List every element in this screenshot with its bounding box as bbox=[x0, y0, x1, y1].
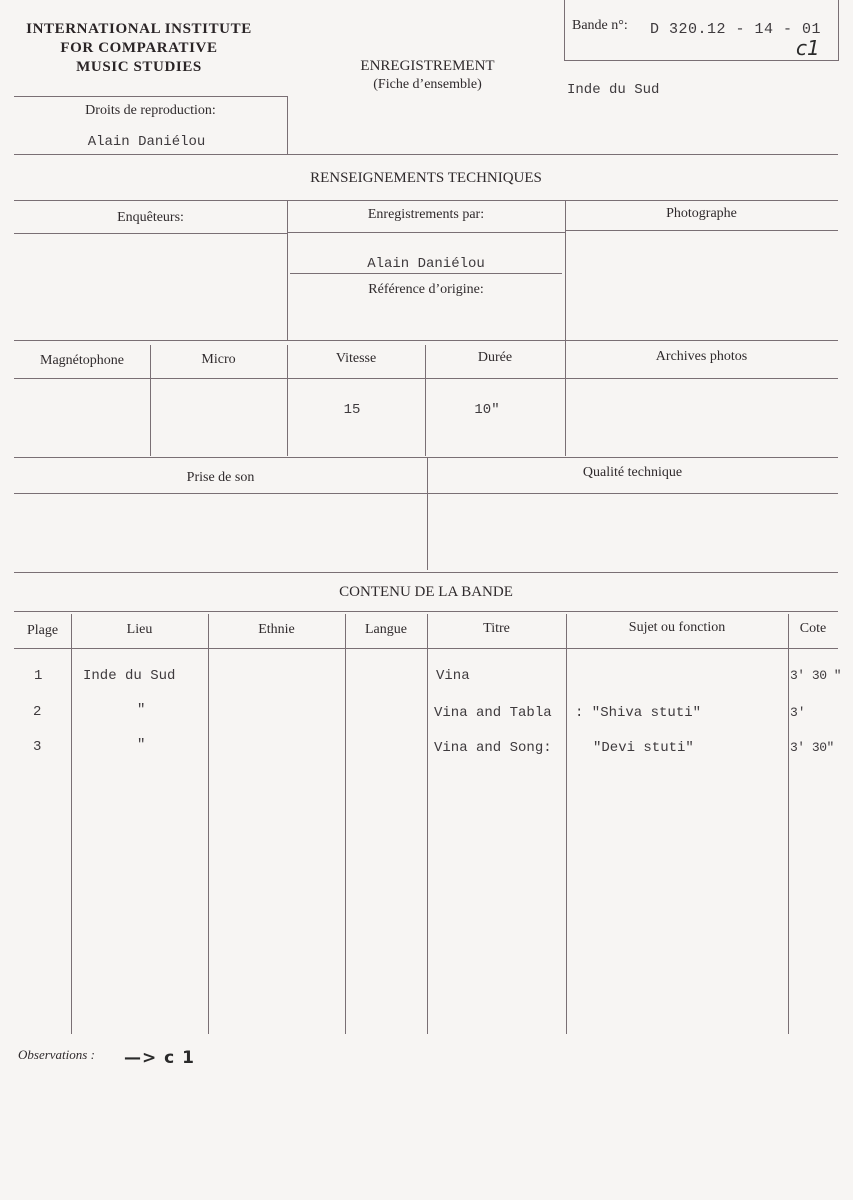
table-row-1-lieu: Inde du Sud bbox=[83, 668, 176, 684]
institute-line-1: INTERNATIONAL INSTITUTE bbox=[26, 21, 252, 37]
table-divider-5 bbox=[566, 614, 567, 1034]
observations-label: Observations : bbox=[18, 1047, 95, 1062]
reference-line bbox=[290, 273, 562, 274]
table-row-2-plage: 2 bbox=[33, 704, 42, 720]
bande-box-left bbox=[564, 0, 565, 60]
tech-row1-subline-mid bbox=[287, 232, 565, 233]
table-header-bottom bbox=[14, 648, 838, 649]
droits-box-right bbox=[287, 96, 288, 154]
form-subtitle: (Fiche d’ensemble) bbox=[373, 77, 482, 92]
bande-label: Bande n°: bbox=[572, 18, 628, 33]
tech-row2-subline bbox=[14, 378, 838, 379]
tech-row1-subline-right bbox=[565, 230, 838, 231]
column-header-lieu: Lieu bbox=[126, 622, 153, 637]
region-value: Inde du Sud bbox=[567, 82, 660, 98]
photographe-label: Photographe bbox=[666, 206, 737, 221]
droits-label: Droits de reproduction: bbox=[85, 103, 216, 118]
table-row-2-sujet: : "Shiva stuti" bbox=[575, 705, 702, 721]
droits-value: Alain Daniélou bbox=[87, 134, 206, 150]
tech-row3-top bbox=[14, 457, 838, 458]
table-divider-2 bbox=[208, 614, 209, 1034]
table-row-3-cote: 3' 30" bbox=[790, 740, 834, 755]
tech-top-line bbox=[14, 154, 838, 155]
institute-line-3: MUSIC STUDIES bbox=[76, 59, 202, 75]
table-divider-1 bbox=[71, 614, 72, 1034]
table-row-1-cote: 3' 30 " bbox=[790, 668, 842, 683]
table-row-3-sujet: "Devi stuti" bbox=[593, 740, 694, 756]
archives-label: Archives photos bbox=[655, 349, 748, 364]
table-row-1-titre: Vina bbox=[436, 668, 470, 684]
vitesse-label: Vitesse bbox=[335, 351, 377, 366]
contenu-top-line bbox=[14, 572, 838, 573]
contenu-title-bottom bbox=[14, 611, 838, 612]
micro-label: Micro bbox=[201, 352, 236, 367]
column-header-titre: Titre bbox=[483, 621, 510, 636]
table-row-1-plage: 1 bbox=[34, 668, 43, 684]
institute-line-2: FOR COMPARATIVE bbox=[60, 40, 218, 56]
duree-value: 10" bbox=[474, 402, 500, 418]
table-row-3-plage: 3 bbox=[33, 739, 42, 755]
droits-box-top bbox=[14, 96, 288, 97]
tech-title-bottom bbox=[14, 200, 838, 201]
tech-row1-subline-left bbox=[14, 233, 287, 234]
form-title: ENREGISTREMENT bbox=[360, 58, 495, 74]
tech-section-title: RENSEIGNEMENTS TECHNIQUES bbox=[310, 170, 542, 186]
enregistrements-label: Enregistrements par: bbox=[367, 207, 485, 222]
column-header-sujet: Sujet ou fonction bbox=[628, 620, 726, 635]
table-row-2-cote: 3' bbox=[790, 705, 806, 720]
observations-value: —> c 1 bbox=[124, 1048, 195, 1068]
table-row-3-lieu: " bbox=[137, 737, 146, 753]
vitesse-value: 15 bbox=[343, 402, 361, 418]
bande-box-bottom bbox=[564, 60, 839, 61]
tech-row2-top bbox=[14, 340, 838, 341]
table-divider-4 bbox=[427, 614, 428, 1034]
bande-handwritten: c1 bbox=[796, 36, 820, 60]
reference-label: Référence d’origine: bbox=[368, 282, 484, 297]
column-header-ethnie: Ethnie bbox=[258, 622, 295, 637]
enregistrements-value: Alain Daniélou bbox=[367, 256, 485, 272]
prise-label: Prise de son bbox=[186, 470, 255, 485]
bande-box-right bbox=[838, 0, 839, 60]
table-divider-3 bbox=[345, 614, 346, 1034]
duree-label: Durée bbox=[477, 350, 513, 365]
contenu-section-title: CONTENU DE LA BANDE bbox=[339, 584, 513, 600]
column-header-cote: Cote bbox=[799, 621, 827, 636]
institute-name bbox=[8, 20, 270, 77]
table-row-2-titre: Vina and Tabla bbox=[434, 705, 552, 721]
table-divider-6 bbox=[788, 614, 789, 1034]
tech-row3-subline bbox=[14, 493, 838, 494]
bande-number: D 320.12 - 14 - 01 bbox=[650, 21, 822, 38]
enqueteurs-label: Enquêteurs: bbox=[117, 210, 184, 225]
qualite-label: Qualité technique bbox=[582, 465, 683, 480]
table-row-2-lieu: " bbox=[137, 702, 146, 718]
magnetophone-label: Magnétophone bbox=[40, 353, 124, 368]
column-header-langue: Langue bbox=[365, 622, 407, 637]
column-header-plage: Plage bbox=[26, 623, 59, 638]
table-row-3-titre: Vina and Song: bbox=[434, 740, 552, 756]
